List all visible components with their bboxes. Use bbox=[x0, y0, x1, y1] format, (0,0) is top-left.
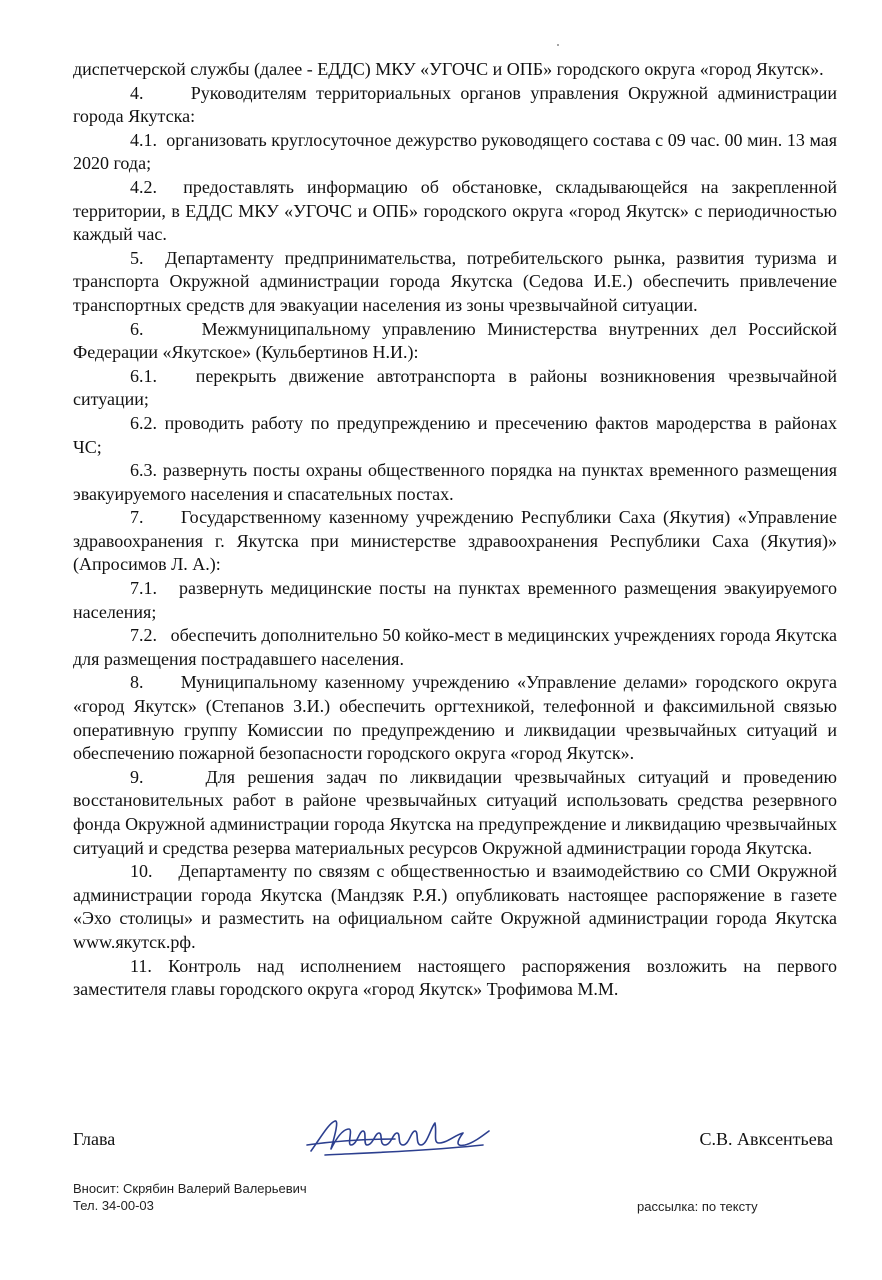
paragraph-11: 7.1. развернуть медицинские посты на пунктах временного размещения эвакуируемого населения; bbox=[73, 578, 837, 622]
scan-speck bbox=[557, 44, 559, 46]
paragraph-14: 9. Для решения задач по ликвидации чрезвычайных ситуаций и проведению восстановительных работ в районе чрезвычайных ситуаций использовать средства резервного фонда Окружной администрации города Якутска на предупреждение и ликвидацию чрезвычайных ситуаций и средства резерва материальных ресурсов Окружной администрации города Якутска. bbox=[73, 766, 837, 858]
phone-number: Тел. 34-00-03 bbox=[73, 1198, 154, 1213]
signature-title: Глава bbox=[73, 1129, 116, 1149]
paragraph-5: 5. Департаменту предпринимательства, потребительского рынка, развития туризма и транспорта Окружной администрации города Якутска (Седова И.Е.) обеспечить привлечение транспортных средств для эвакуации населения из зоны чрезвычайной ситуации. bbox=[73, 247, 837, 315]
paragraph-8: 6.2. проводить работу по предупреждению и пресечению фактов мародерства в районах ЧС; bbox=[73, 412, 837, 457]
paragraph-12: 7.2. обеспечить дополнительно 50 койко-мест в медицинских учреждениях города Якутска для размещения пострадавшего населения. bbox=[73, 625, 837, 669]
handwritten-signature bbox=[305, 1115, 495, 1161]
paragraph-7: 6.1. перекрыть движение автотранспорта в районы возникновения чрезвычайной ситуации; bbox=[73, 365, 837, 410]
paragraph-13: 8. Муниципальному казенному учреждению «Управление делами» городского округа «город Якутск» (Степанов З.И.) обеспечить оргтехникой, телефонной и факсимильной связью оперативную группу Комиссии по предупреждению и ликвидации чрезвычайных ситуаций и обеспечению пожарной безопасности городского округа «город Якутск». bbox=[73, 672, 837, 764]
submitted-by: Вносит: Скрябин Валерий Валерьевич bbox=[73, 1181, 307, 1196]
paragraph-15: 10. Департаменту по связям с общественностью и взаимодействию со СМИ Окружной администрации города Якутска (Мандзяк Р.Я.) опубликовать настоящее распоряжение в газете «Эхо столицы» и разместить на официальном сайте Окружной администрации города Якутска www.якутск.рф. bbox=[73, 861, 837, 952]
distribution-note: рассылка: по тексту bbox=[637, 1199, 758, 1214]
signatory-name: С.В. Авксентьева bbox=[699, 1129, 833, 1149]
paragraph-16: 11. Контроль над исполнением настоящего распоряжения возложить на первого заместителя главы городского округа «город Якутск» Трофимова М.М. bbox=[73, 955, 837, 1000]
paragraph-1: диспетчерской службы (далее - ЕДДС) МКУ «УГОЧС и ОПБ» городского округа «город Якутск». bbox=[73, 59, 824, 79]
paragraph-2: 4. Руководителям территориальных органов управления Окружной администрации города Якутска: bbox=[73, 82, 837, 127]
paragraph-9: 6.3. развернуть посты охраны общественного порядка на пунктах временного размещения эвакуируемого населения и спасательных постах. bbox=[73, 460, 837, 504]
signature-block bbox=[73, 1125, 837, 1165]
paragraph-6: 6. Межмуниципальному управлению Министерства внутренних дел Российской Федерации «Якутское» (Кульбертинов Н.И.): bbox=[73, 318, 837, 363]
paragraph-3: 4.1. организовать круглосуточное дежурство руководящего состава с 09 час. 00 мин. 13 мая 2020 года; bbox=[73, 129, 837, 174]
paragraph-10: 7. Государственному казенному учреждению Республики Саха (Якутия) «Управление здравоохранения г. Якутска при министерстве здравоохранения Республики Саха (Якутия)» (Апросимов Л. А.): bbox=[73, 507, 837, 575]
document-body bbox=[73, 58, 837, 1002]
paragraph-4: 4.2. предоставлять информацию об обстановке, складывающейся на закрепленной территории, в ЕДДС МКУ «УГОЧС и ОПБ» городского округа «город Якутск» с периодичностью каждый час. bbox=[73, 176, 837, 245]
